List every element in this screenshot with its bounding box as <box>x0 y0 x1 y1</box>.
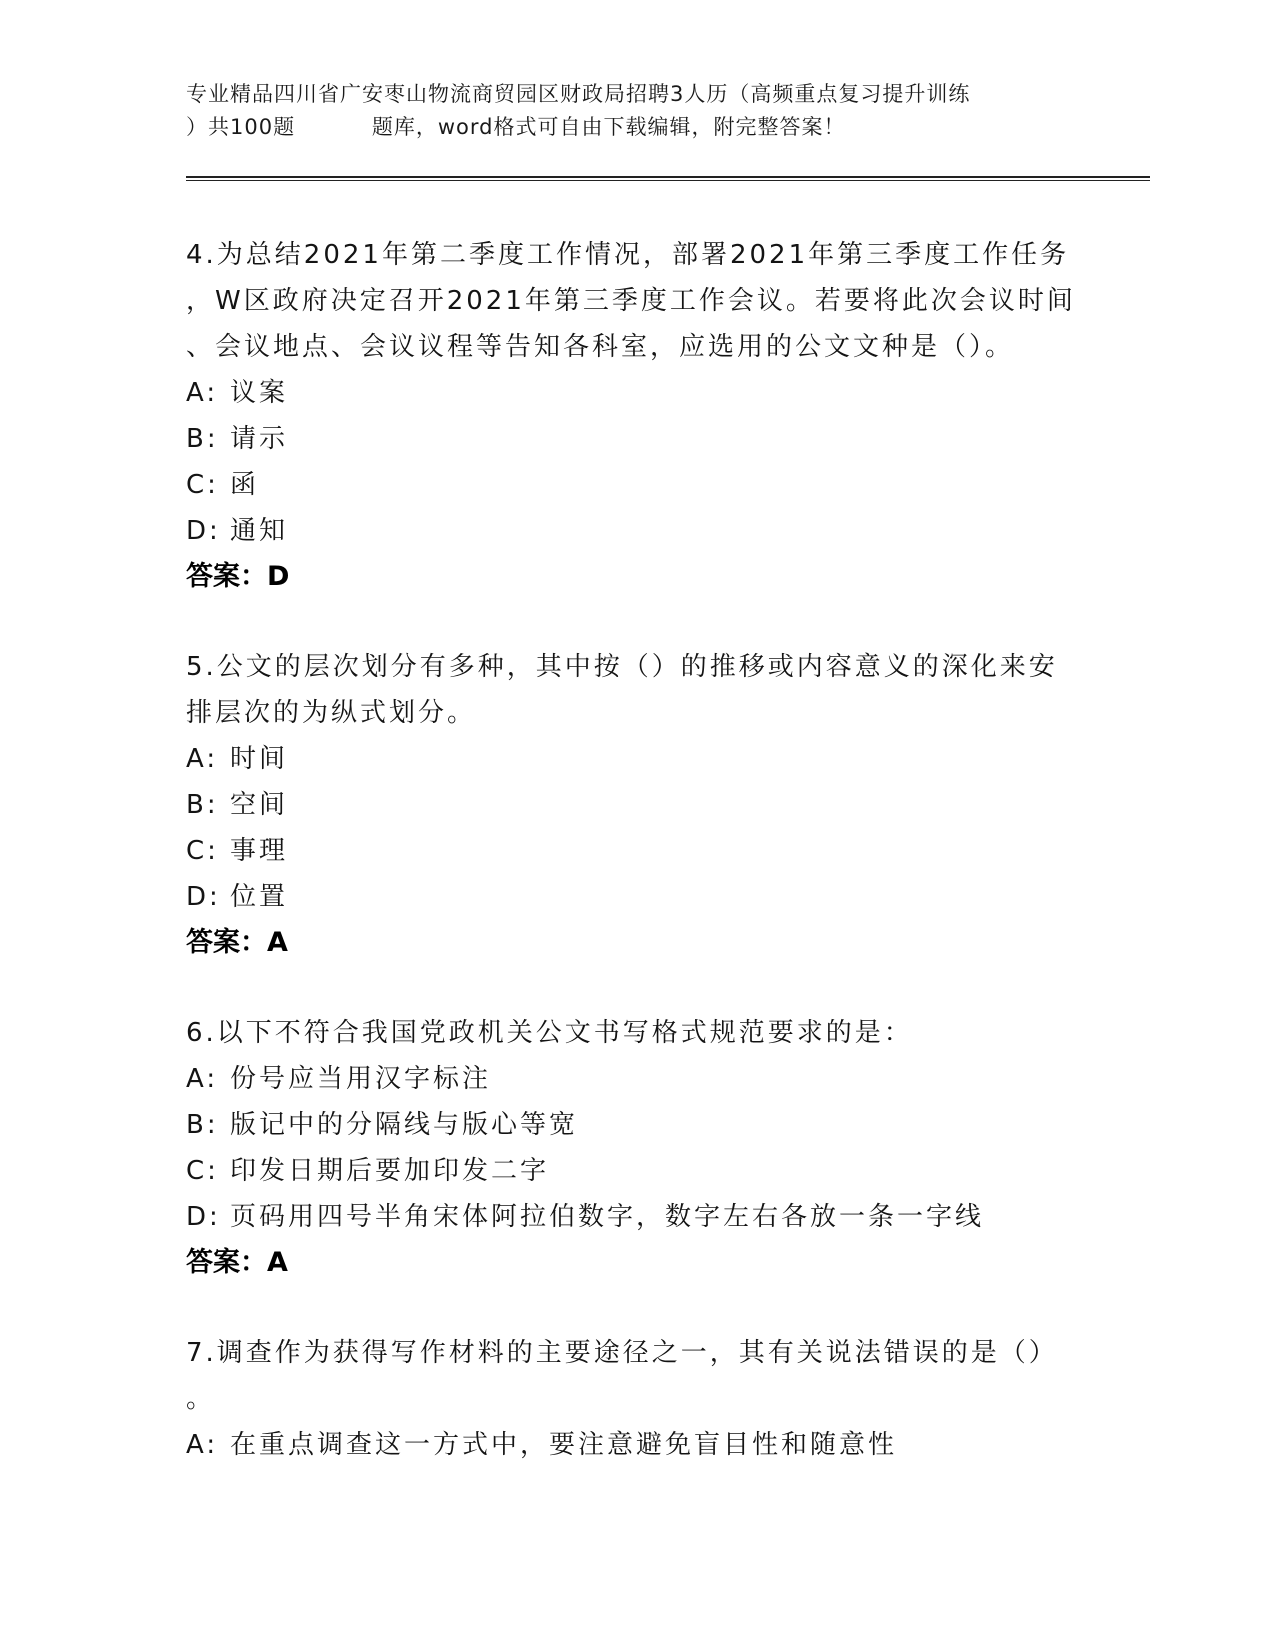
question-block <box>186 1330 1146 1468</box>
option-text: 版记中的分隔线与版心等宽 <box>230 1110 579 1140</box>
option-item <box>186 1422 1146 1468</box>
answer-text: 答案：D <box>186 561 290 592</box>
option-item <box>186 508 1146 554</box>
question-text-line: 、会议地点、会议议程等告知各科室，应选用的公文文种是（）。 <box>186 332 1015 362</box>
option-key: D: <box>186 882 221 912</box>
question-block <box>186 1010 1146 1286</box>
option-key: C: <box>186 470 219 500</box>
option-text: 份号应当用汉字标注 <box>230 1064 492 1094</box>
option-text: 在重点调查这一方式中，要注意避免盲目性和随意性 <box>230 1430 898 1460</box>
option-key: C: <box>186 1156 219 1186</box>
option-key: A: <box>186 1430 219 1460</box>
option-text: 页码用四号半角宋体阿拉伯数字，数字左右各放一条一字线 <box>230 1202 985 1232</box>
option-text: 位置 <box>230 882 289 912</box>
option-item <box>186 416 1146 462</box>
header-title-line2: ）共100题 题库，word格式可自由下载编辑，附完整答案！ <box>186 115 846 139</box>
answer-text: 答案：A <box>186 927 288 958</box>
question-block <box>186 644 1146 966</box>
option-key: A: <box>186 1064 219 1094</box>
option-key: D: <box>186 1202 221 1232</box>
question-text-line: 4.为总结2021年第二季度工作情况，部署2021年第三季度工作任务 <box>186 240 1070 270</box>
option-item <box>186 1194 1146 1240</box>
option-text: 议案 <box>230 378 289 408</box>
option-text: 函 <box>230 470 260 500</box>
option-text: 事理 <box>230 836 289 866</box>
option-item <box>186 462 1146 508</box>
question-block <box>186 232 1146 600</box>
option-key: B: <box>186 424 219 454</box>
answer-text: 答案：A <box>186 1247 288 1278</box>
option-item <box>186 828 1146 874</box>
option-item <box>186 782 1146 828</box>
question-text-line: 排层次的为纵式划分。 <box>186 698 477 728</box>
header-divider <box>186 176 1150 181</box>
option-text: 印发日期后要加印发二字 <box>230 1156 550 1186</box>
option-text: 时间 <box>230 744 289 774</box>
option-item <box>186 874 1146 920</box>
option-text: 空间 <box>230 790 289 820</box>
option-item <box>186 1148 1146 1194</box>
option-key: A: <box>186 378 219 408</box>
header-title-line1: 专业精品四川省广安枣山物流商贸园区财政局招聘3人历（高频重点复习提升训练 <box>186 82 971 106</box>
question-list <box>186 232 1146 1512</box>
option-item <box>186 370 1146 416</box>
option-key: D: <box>186 516 221 546</box>
question-text-line: 7.调查作为获得写作材料的主要途径之一，其有关说法错误的是（） <box>186 1338 1058 1368</box>
option-text: 通知 <box>230 516 289 546</box>
option-text: 请示 <box>230 424 289 454</box>
question-text-line: 6.以下不符合我国党政机关公文书写格式规范要求的是： <box>186 1018 913 1048</box>
question-text-line: ，W区政府决定召开2021年第三季度工作会议。若要将此次会议时间 <box>186 286 1076 316</box>
option-item <box>186 1056 1146 1102</box>
option-item <box>186 1102 1146 1148</box>
option-key: C: <box>186 836 219 866</box>
option-key: B: <box>186 790 219 820</box>
option-key: B: <box>186 1110 219 1140</box>
question-text-line: 。 <box>186 1384 216 1414</box>
question-text-line: 5.公文的层次划分有多种，其中按（）的推移或内容意义的深化来安 <box>186 652 1058 682</box>
option-item <box>186 736 1146 782</box>
option-key: A: <box>186 744 219 774</box>
